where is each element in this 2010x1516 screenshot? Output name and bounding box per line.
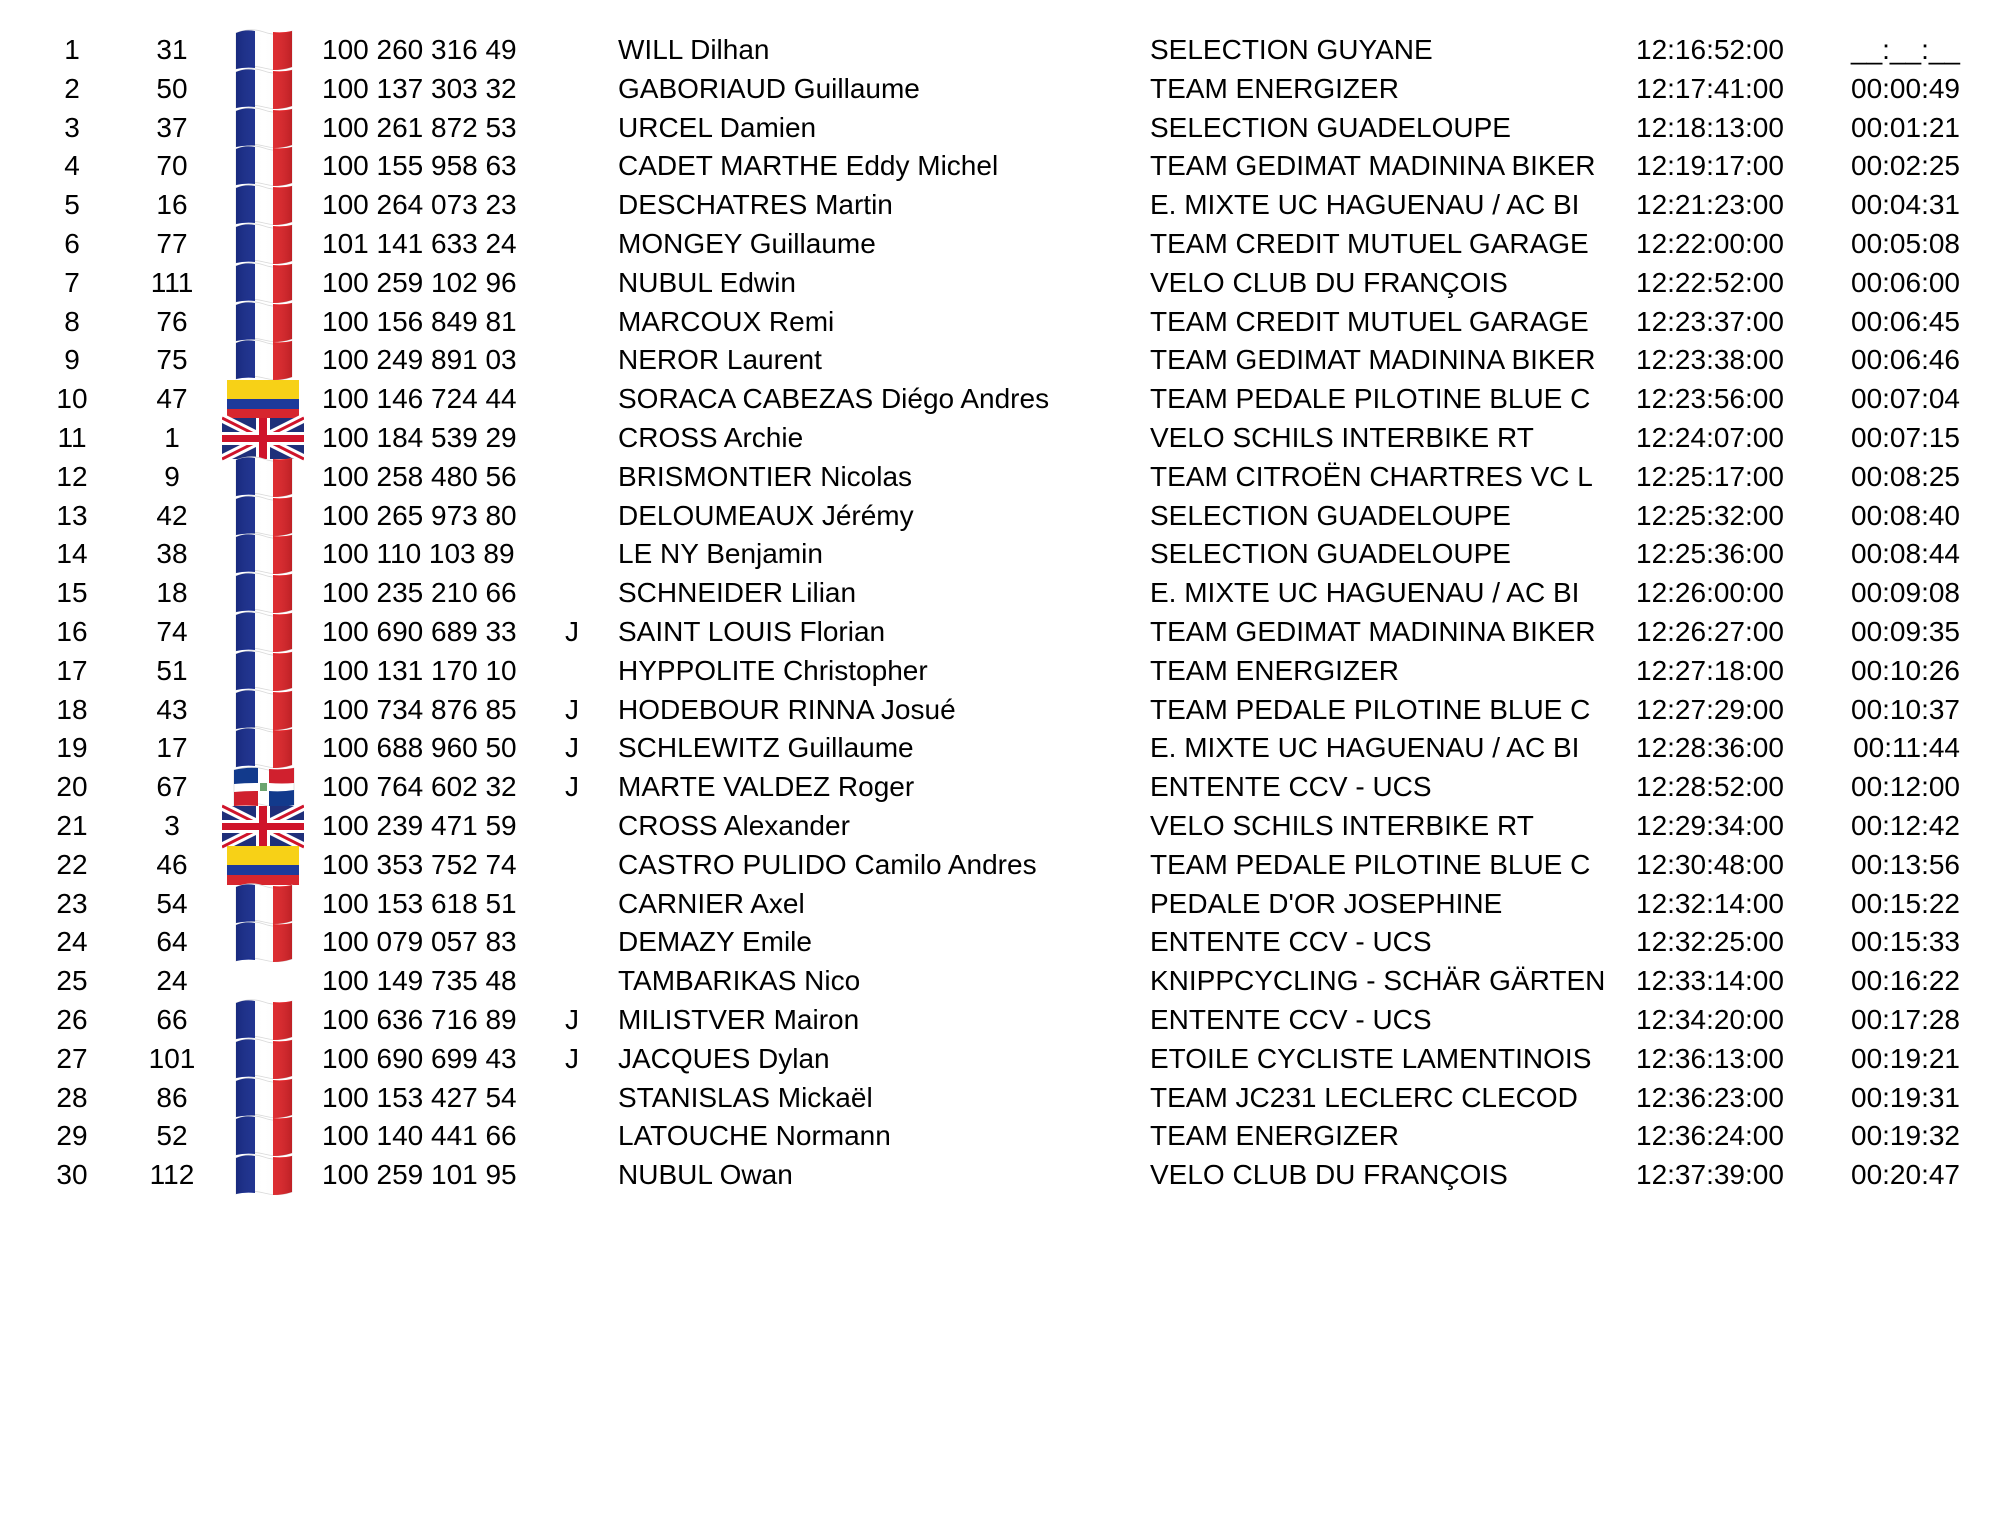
- team-name-cell: ETOILE CYCLISTE LAMENTINOIS: [1150, 1042, 1592, 1074]
- finish-time-cell: 12:36:24:00: [1636, 1120, 1784, 1152]
- uci-id-cell: 100 079 057 83: [322, 926, 517, 958]
- bib-number-cell: 51: [156, 654, 188, 686]
- time-gap-cell: 00:08:25: [1851, 460, 1960, 492]
- uci-id-cell: 100 636 716 89: [322, 1004, 517, 1035]
- bib-number-cell: 42: [156, 499, 188, 531]
- time-gap-cell: 00:06:00: [1851, 266, 1960, 298]
- bib-number-cell: 54: [156, 887, 188, 919]
- rank-cell: 11: [57, 422, 87, 453]
- uci-id-cell: 100 249 891 03: [322, 344, 517, 376]
- time-gap-cell: 00:05:08: [1851, 228, 1960, 259]
- rider-name-cell: CADET MARTHE Eddy Michel: [618, 150, 999, 182]
- team-name-cell: E. MIXTE UC HAGUENAU / AC BI: [1150, 189, 1580, 221]
- time-gap-cell: 00:15:22: [1851, 887, 1960, 919]
- rider-name-cell: STANISLAS Mickaël: [618, 1081, 873, 1113]
- rider-name-cell: SORACA CABEZAS Diégo Andres: [618, 383, 1050, 415]
- rider-name-cell: JACQUES Dylan: [618, 1042, 830, 1074]
- finish-time-cell: 12:23:56:00: [1636, 383, 1784, 415]
- team-name-cell: VELO CLUB DU FRANÇOIS: [1150, 266, 1508, 298]
- rider-name-cell: TAMBARIKAS Nico: [618, 965, 861, 997]
- rank-cell: 15: [56, 577, 88, 609]
- rank-cell: 22: [56, 848, 88, 880]
- uci-id-cell: 100 235 210 66: [322, 577, 517, 609]
- finish-time-cell: 12:28:36:00: [1636, 732, 1784, 764]
- rider-name-cell: LATOUCHE Normann: [618, 1120, 891, 1152]
- rider-name-cell: MONGEY Guillaume: [618, 228, 876, 259]
- rider-name-cell: MILISTVER Mairon: [618, 1004, 860, 1035]
- uci-id-cell: 100 688 960 50: [322, 732, 517, 764]
- time-gap-cell: 00:12:42: [1851, 810, 1960, 841]
- finish-time-cell: 12:23:37:00: [1636, 305, 1784, 337]
- uci-id-cell: 100 156 849 81: [322, 305, 517, 337]
- rank-cell: 19: [56, 732, 88, 764]
- rider-name-cell: SCHNEIDER Lilian: [618, 577, 857, 609]
- bib-number-cell: 37: [156, 111, 188, 143]
- finish-time-cell: 12:36:23:00: [1636, 1081, 1784, 1113]
- uci-id-cell: 100 259 101 95: [322, 1159, 517, 1191]
- rider-name-cell: SAINT LOUIS Florian: [618, 616, 886, 647]
- time-gap-cell: 00:08:40: [1851, 499, 1960, 531]
- finish-time-cell: 12:37:39:00: [1636, 1159, 1784, 1191]
- rider-name-cell: CASTRO PULIDO Camilo Andres: [618, 848, 1037, 880]
- uci-id-cell: 100 260 316 49: [322, 34, 517, 65]
- team-name-cell: E. MIXTE UC HAGUENAU / AC BI: [1150, 732, 1580, 764]
- rank-cell: 25: [56, 965, 88, 997]
- bib-number-cell: 17: [156, 732, 188, 764]
- bib-number-cell: 38: [156, 538, 188, 570]
- rider-name-cell: URCEL Damien: [618, 111, 817, 143]
- rider-name-cell: DESCHATRES Martin: [618, 189, 893, 221]
- time-gap-cell: 00:07:15: [1851, 422, 1960, 453]
- bib-number-cell: 66: [156, 1004, 188, 1035]
- uci-id-cell: 100 259 102 96: [322, 266, 517, 298]
- uci-id-cell: 100 261 872 53: [322, 111, 517, 143]
- time-gap-cell: 00:11:44: [1853, 732, 1960, 764]
- rank-cell: 13: [56, 499, 88, 531]
- bib-number-cell: 76: [156, 305, 188, 337]
- team-name-cell: TEAM PEDALE PILOTINE BLUE C: [1150, 383, 1591, 415]
- bib-number-cell: 70: [156, 150, 188, 182]
- bib-number-cell: 43: [156, 693, 188, 725]
- finish-time-cell: 12:25:36:00: [1636, 538, 1784, 570]
- finish-time-cell: 12:23:38:00: [1636, 344, 1784, 376]
- time-gap-cell: 00:17:28: [1851, 1004, 1960, 1035]
- rider-name-cell: CARNIER Axel: [618, 887, 805, 919]
- uci-id-cell: 100 153 618 51: [322, 887, 517, 919]
- uci-id-cell: 100 353 752 74: [322, 848, 517, 880]
- team-name-cell: TEAM PEDALE PILOTINE BLUE C: [1150, 693, 1591, 725]
- time-gap-cell: 00:06:45: [1851, 305, 1960, 337]
- rank-cell: 27: [56, 1042, 88, 1074]
- uci-id-cell: 100 140 441 66: [322, 1120, 517, 1152]
- result-row: [0, 1150, 2010, 1200]
- team-name-cell: E. MIXTE UC HAGUENAU / AC BI: [1150, 577, 1580, 609]
- france-flag-icon: [222, 1150, 304, 1200]
- bib-number-cell: 111: [150, 266, 194, 298]
- uci-id-cell: 100 184 539 29: [322, 422, 517, 453]
- bib-number-cell: 24: [156, 965, 188, 997]
- team-name-cell: TEAM GEDIMAT MADININA BIKER: [1150, 150, 1596, 182]
- bib-number-cell: 18: [156, 577, 188, 609]
- finish-time-cell: 12:27:18:00: [1636, 654, 1784, 686]
- rank-cell: 4: [64, 150, 80, 182]
- uci-id-cell: 100 265 973 80: [322, 499, 517, 531]
- time-gap-cell: 00:08:44: [1851, 538, 1960, 570]
- rider-name-cell: LE NY Benjamin: [618, 538, 823, 570]
- rider-name-cell: SCHLEWITZ Guillaume: [618, 732, 914, 764]
- uci-id-cell: 100 155 958 63: [322, 150, 517, 182]
- team-name-cell: PEDALE D'OR JOSEPHINE: [1150, 887, 1503, 919]
- rank-cell: 1: [64, 34, 80, 65]
- bib-number-cell: 64: [156, 926, 188, 958]
- rider-name-cell: BRISMONTIER Nicolas: [618, 460, 913, 492]
- uci-id-cell: 100 146 724 44: [322, 383, 517, 415]
- uci-id-cell: 100 258 480 56: [322, 460, 517, 492]
- time-gap-cell: 00:10:37: [1851, 693, 1960, 725]
- rider-name-cell: NUBUL Owan: [618, 1159, 793, 1191]
- category-cell: J: [565, 1004, 579, 1035]
- category-cell: J: [565, 732, 579, 764]
- team-name-cell: SELECTION GUADELOUPE: [1150, 499, 1511, 531]
- time-gap-cell: 00:19:31: [1851, 1081, 1960, 1113]
- rider-name-cell: CROSS Alexander: [618, 810, 850, 841]
- finish-time-cell: 12:34:20:00: [1636, 1004, 1784, 1035]
- rider-name-cell: CROSS Archie: [618, 422, 804, 453]
- team-name-cell: TEAM CITROËN CHARTRES VC L: [1150, 460, 1593, 492]
- bib-number-cell: 77: [156, 228, 188, 259]
- time-gap-cell: 00:12:00: [1851, 771, 1960, 803]
- uci-id-cell: 100 149 735 48: [322, 965, 517, 997]
- finish-time-cell: 12:30:48:00: [1636, 848, 1784, 880]
- rank-cell: 7: [64, 266, 80, 298]
- category-cell: J: [565, 616, 579, 647]
- rider-name-cell: NEROR Laurent: [618, 344, 822, 376]
- finish-time-cell: 12:17:41:00: [1636, 72, 1784, 104]
- uci-id-cell: 100 153 427 54: [322, 1081, 517, 1113]
- finish-time-cell: 12:36:13:00: [1636, 1042, 1784, 1074]
- team-name-cell: TEAM CREDIT MUTUEL GARAGE: [1150, 228, 1589, 259]
- rank-cell: 3: [64, 111, 80, 143]
- bib-number-cell: 74: [156, 616, 188, 647]
- rank-cell: 14: [56, 538, 88, 570]
- team-name-cell: SELECTION GUADELOUPE: [1150, 111, 1511, 143]
- rank-cell: 9: [64, 344, 80, 376]
- team-name-cell: TEAM CREDIT MUTUEL GARAGE: [1150, 305, 1589, 337]
- rank-cell: 18: [56, 693, 88, 725]
- finish-time-cell: 12:22:00:00: [1636, 228, 1784, 259]
- finish-time-cell: 12:24:07:00: [1636, 422, 1784, 453]
- team-name-cell: VELO CLUB DU FRANÇOIS: [1150, 1159, 1508, 1191]
- time-gap-cell: 00:13:56: [1851, 848, 1960, 880]
- rank-cell: 26: [56, 1004, 88, 1035]
- finish-time-cell: 12:18:13:00: [1636, 111, 1784, 143]
- rank-cell: 12: [56, 460, 88, 492]
- finish-time-cell: 12:25:17:00: [1636, 460, 1784, 492]
- rank-cell: 24: [56, 926, 88, 958]
- uci-id-cell: 101 141 633 24: [322, 228, 517, 259]
- bib-number-cell: 46: [156, 848, 188, 880]
- rank-cell: 6: [64, 228, 80, 259]
- rank-cell: 29: [56, 1120, 88, 1152]
- finish-time-cell: 12:27:29:00: [1636, 693, 1784, 725]
- finish-time-cell: 12:28:52:00: [1636, 771, 1784, 803]
- team-name-cell: KNIPPCYCLING - SCHÄR GÄRTEN: [1150, 965, 1606, 997]
- rank-cell: 16: [56, 616, 88, 647]
- rank-cell: 21: [56, 810, 88, 841]
- bib-number-cell: 16: [156, 189, 188, 221]
- team-name-cell: TEAM ENERGIZER: [1150, 72, 1399, 104]
- time-gap-cell: 00:07:04: [1851, 383, 1960, 415]
- rider-name-cell: WILL Dilhan: [618, 34, 770, 65]
- finish-time-cell: 12:32:25:00: [1636, 926, 1784, 958]
- uci-id-cell: 100 734 876 85: [322, 693, 517, 725]
- time-gap-cell: 00:19:21: [1851, 1042, 1960, 1074]
- uci-id-cell: 100 690 699 43: [322, 1042, 517, 1074]
- bib-number-cell: 1: [164, 422, 180, 453]
- category-cell: J: [565, 1042, 579, 1074]
- time-gap-cell: 00:19:32: [1851, 1120, 1960, 1152]
- team-name-cell: TEAM PEDALE PILOTINE BLUE C: [1150, 848, 1591, 880]
- rider-name-cell: HYPPOLITE Christopher: [618, 654, 928, 686]
- rank-cell: 5: [64, 189, 80, 221]
- finish-time-cell: 12:25:32:00: [1636, 499, 1784, 531]
- category-cell: [560, 1150, 584, 1200]
- bib-number-cell: 101: [148, 1042, 196, 1074]
- team-name-cell: VELO SCHILS INTERBIKE RT: [1150, 422, 1534, 453]
- bib-number-cell: 3: [164, 810, 180, 841]
- finish-time-cell: 12:16:52:00: [1636, 34, 1784, 65]
- bib-number-cell: 9: [164, 460, 180, 492]
- rank-cell: 28: [56, 1081, 88, 1113]
- finish-time-cell: 12:21:23:00: [1636, 189, 1784, 221]
- uci-id-cell: 100 764 602 32: [322, 771, 517, 803]
- rank-cell: 20: [56, 771, 88, 803]
- team-name-cell: TEAM GEDIMAT MADININA BIKER: [1150, 616, 1596, 647]
- finish-time-cell: 12:33:14:00: [1636, 965, 1784, 997]
- team-name-cell: TEAM ENERGIZER: [1150, 654, 1399, 686]
- rank-cell: 2: [64, 72, 80, 104]
- time-gap-cell: 00:16:22: [1851, 965, 1960, 997]
- team-name-cell: ENTENTE CCV - UCS: [1150, 926, 1432, 958]
- finish-time-cell: 12:29:34:00: [1636, 810, 1784, 841]
- team-name-cell: SELECTION GUYANE: [1150, 34, 1433, 65]
- category-cell: J: [565, 693, 579, 725]
- team-name-cell: ENTENTE CCV - UCS: [1150, 771, 1432, 803]
- finish-time-cell: 12:26:27:00: [1636, 616, 1784, 647]
- bib-number-cell: 67: [156, 771, 188, 803]
- time-gap-cell: 00:00:49: [1851, 72, 1960, 104]
- rider-name-cell: DEMAZY Emile: [618, 926, 812, 958]
- bib-number-cell: 86: [156, 1081, 188, 1113]
- bib-number-cell: 75: [156, 344, 188, 376]
- bib-number-cell: 31: [156, 34, 188, 65]
- rank-cell: 30: [56, 1159, 88, 1191]
- nationality-flag: [222, 1150, 304, 1200]
- rank-cell: 8: [64, 305, 80, 337]
- rank-cell: 17: [56, 654, 88, 686]
- uci-id-cell: 100 239 471 59: [322, 810, 517, 841]
- category-cell: J: [565, 771, 579, 803]
- rider-name-cell: HODEBOUR RINNA Josué: [618, 693, 956, 725]
- team-name-cell: TEAM JC231 LECLERC CLECOD: [1150, 1081, 1578, 1113]
- uci-id-cell: 100 131 170 10: [322, 654, 517, 686]
- time-gap-cell: 00:02:25: [1851, 150, 1960, 182]
- time-gap-cell: 00:09:08: [1851, 577, 1960, 609]
- team-name-cell: ENTENTE CCV - UCS: [1150, 1004, 1432, 1035]
- bib-number-cell: 50: [156, 72, 188, 104]
- rank-cell: 10: [56, 383, 88, 415]
- time-gap-cell: 00:20:47: [1851, 1159, 1960, 1191]
- uci-id-cell: 100 137 303 32: [322, 72, 517, 104]
- team-name-cell: TEAM ENERGIZER: [1150, 1120, 1399, 1152]
- time-gap-cell: 00:09:35: [1851, 616, 1960, 647]
- bib-number-cell: 47: [156, 383, 188, 415]
- rider-name-cell: MARTE VALDEZ Roger: [618, 771, 915, 803]
- team-name-cell: VELO SCHILS INTERBIKE RT: [1150, 810, 1534, 841]
- time-gap-cell: 00:01:21: [1851, 111, 1960, 143]
- rider-name-cell: NUBUL Edwin: [618, 266, 796, 298]
- rider-name-cell: GABORIAUD Guillaume: [618, 72, 920, 104]
- finish-time-cell: 12:19:17:00: [1636, 150, 1784, 182]
- rider-name-cell: DELOUMEAUX Jérémy: [618, 499, 914, 531]
- rider-name-cell: MARCOUX Remi: [618, 305, 835, 337]
- finish-time-cell: 12:22:52:00: [1636, 266, 1784, 298]
- time-gap-cell: 00:15:33: [1851, 926, 1960, 958]
- rank-cell: 23: [56, 887, 88, 919]
- finish-time-cell: 12:32:14:00: [1636, 887, 1784, 919]
- team-name-cell: TEAM GEDIMAT MADININA BIKER: [1150, 344, 1596, 376]
- bib-number-cell: 112: [149, 1159, 195, 1191]
- time-gap-cell: 00:04:31: [1851, 189, 1960, 221]
- time-gap-cell: 00:06:46: [1851, 344, 1960, 376]
- bib-number-cell: 52: [156, 1120, 188, 1152]
- time-gap-cell: __:__:__: [1851, 34, 1960, 65]
- uci-id-cell: 100 264 073 23: [322, 189, 517, 221]
- team-name-cell: SELECTION GUADELOUPE: [1150, 538, 1511, 570]
- uci-id-cell: 100 690 689 33: [322, 616, 517, 647]
- time-gap-cell: 00:10:26: [1851, 654, 1960, 686]
- uci-id-cell: 100 110 103 89: [322, 538, 515, 570]
- finish-time-cell: 12:26:00:00: [1636, 577, 1784, 609]
